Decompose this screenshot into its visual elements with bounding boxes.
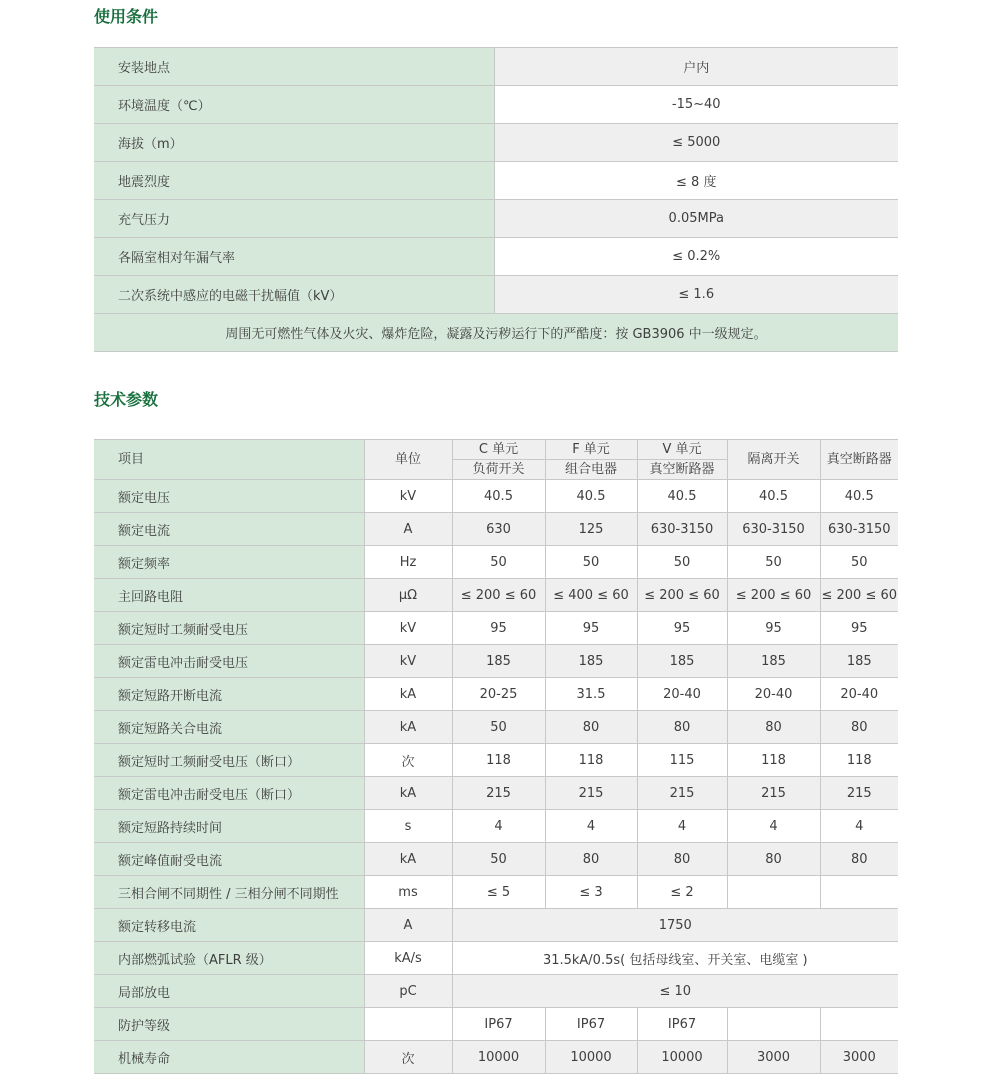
technical-row-label: 额定短路开断电流 <box>94 678 364 711</box>
header-v-unit: V 单元 <box>637 440 727 460</box>
technical-row <box>94 777 898 810</box>
technical-row-value: 125 <box>545 513 637 546</box>
technical-row-unit: s <box>364 810 452 843</box>
usage-row <box>94 124 898 162</box>
header-f-unit-sub: 组合电器 <box>545 460 637 480</box>
technical-row-value: ≤ 200 ≤ 60 <box>452 579 545 612</box>
technical-row-value: 10000 <box>545 1041 637 1074</box>
technical-row-value: 10000 <box>452 1041 545 1074</box>
technical-row-value: ≤ 5 <box>452 876 545 909</box>
technical-row-value: ≤ 200 ≤ 60 <box>820 579 898 612</box>
header-item: 项目 <box>94 440 364 480</box>
technical-row-unit: A <box>364 513 452 546</box>
technical-row-label: 额定电流 <box>94 513 364 546</box>
technical-row-value: 80 <box>545 711 637 744</box>
technical-row-value: 215 <box>820 777 898 810</box>
technical-row-value: 115 <box>637 744 727 777</box>
technical-row-label: 机械寿命 <box>94 1041 364 1074</box>
technical-row <box>94 480 898 513</box>
technical-row-value: 95 <box>727 612 820 645</box>
technical-row-value: 4 <box>727 810 820 843</box>
technical-row-unit: kA <box>364 678 452 711</box>
technical-row-unit: kA <box>364 843 452 876</box>
technical-row-value: 50 <box>727 546 820 579</box>
usage-row <box>94 162 898 200</box>
usage-note-row <box>94 314 898 352</box>
usage-row-label: 充气压力 <box>94 200 494 238</box>
technical-row-value: IP67 <box>452 1008 545 1041</box>
header-unit: 单位 <box>364 440 452 480</box>
technical-row-value: 10000 <box>637 1041 727 1074</box>
technical-row-value: 630 <box>452 513 545 546</box>
usage-conditions-table <box>94 47 898 352</box>
technical-row-value: 630-3150 <box>727 513 820 546</box>
technical-row-value: 80 <box>545 843 637 876</box>
technical-row-value: 20-40 <box>727 678 820 711</box>
technical-row-label: 局部放电 <box>94 975 364 1008</box>
technical-row-value: 80 <box>727 843 820 876</box>
technical-row <box>94 1041 898 1074</box>
usage-row-label: 海拔（m） <box>94 124 494 162</box>
technical-row-value: 185 <box>545 645 637 678</box>
technical-row-unit: kA/s <box>364 942 452 975</box>
technical-row-unit: ms <box>364 876 452 909</box>
technical-row-label: 防护等级 <box>94 1008 364 1041</box>
technical-row-value-span: 31.5kA/0.5s( 包括母线室、开关室、电缆室 ) <box>452 942 898 975</box>
technical-row-value: 40.5 <box>545 480 637 513</box>
usage-row-label: 环境温度（℃） <box>94 86 494 124</box>
technical-row-label: 额定频率 <box>94 546 364 579</box>
usage-row-label: 地震烈度 <box>94 162 494 200</box>
usage-row <box>94 86 898 124</box>
technical-row-label: 额定峰值耐受电流 <box>94 843 364 876</box>
usage-row-value: -15~40 <box>494 86 898 124</box>
technical-table-header <box>94 440 898 480</box>
usage-row-value: 户内 <box>494 48 898 86</box>
technical-row-label: 额定电压 <box>94 480 364 513</box>
technical-row-value: 40.5 <box>727 480 820 513</box>
technical-row-value <box>727 1008 820 1041</box>
technical-row-value-span: 1750 <box>452 909 898 942</box>
technical-row-value: 630-3150 <box>820 513 898 546</box>
technical-row-value: 40.5 <box>637 480 727 513</box>
technical-row <box>94 711 898 744</box>
technical-row-value: 118 <box>452 744 545 777</box>
technical-row <box>94 843 898 876</box>
technical-row <box>94 579 898 612</box>
header-c-unit-sub: 负荷开关 <box>452 460 545 480</box>
section-title-usage-conditions: 使用条件 <box>94 7 159 26</box>
technical-row-unit: kV <box>364 645 452 678</box>
technical-row-value: 50 <box>820 546 898 579</box>
usage-table-body <box>94 48 898 314</box>
technical-row-value: 118 <box>820 744 898 777</box>
technical-row <box>94 645 898 678</box>
technical-row-value: 185 <box>820 645 898 678</box>
technical-row-label: 额定雷电冲击耐受电压（断口） <box>94 777 364 810</box>
page-content <box>94 0 898 1074</box>
technical-row <box>94 1008 898 1041</box>
technical-row-value: 630-3150 <box>637 513 727 546</box>
technical-row-label: 额定雷电冲击耐受电压 <box>94 645 364 678</box>
technical-table-body <box>94 480 898 1074</box>
technical-row-unit: kV <box>364 612 452 645</box>
technical-row <box>94 678 898 711</box>
technical-row <box>94 942 898 975</box>
technical-row-value: 3000 <box>727 1041 820 1074</box>
technical-row <box>94 744 898 777</box>
technical-row-value: 185 <box>727 645 820 678</box>
technical-header-row-top <box>94 440 898 460</box>
header-c-unit: C 单元 <box>452 440 545 460</box>
technical-row-label: 额定短时工频耐受电压 <box>94 612 364 645</box>
usage-row-value: ≤ 0.2% <box>494 238 898 276</box>
technical-row-value: 4 <box>637 810 727 843</box>
technical-parameters-table <box>94 439 898 1074</box>
usage-row-value: ≤ 1.6 <box>494 276 898 314</box>
technical-row-label: 额定短时工频耐受电压（断口） <box>94 744 364 777</box>
technical-row-value: 95 <box>637 612 727 645</box>
header-v-unit-sub: 真空断路器 <box>637 460 727 480</box>
technical-row-value: 3000 <box>820 1041 898 1074</box>
usage-note-text: 周围无可燃性气体及火灾、爆炸危险，凝露及污秽运行下的严酷度：按 GB3906 中一级规定。 <box>94 314 898 352</box>
technical-row-unit: A <box>364 909 452 942</box>
technical-row-value: 20-40 <box>820 678 898 711</box>
technical-row-unit: pC <box>364 975 452 1008</box>
technical-row <box>94 612 898 645</box>
section-title-technical-parameters: 技术参数 <box>94 390 159 409</box>
technical-row-value: 118 <box>727 744 820 777</box>
usage-row <box>94 276 898 314</box>
usage-row-label: 各隔室相对年漏气率 <box>94 238 494 276</box>
technical-row-value: 95 <box>545 612 637 645</box>
technical-row-value: 80 <box>820 711 898 744</box>
technical-row <box>94 546 898 579</box>
technical-row-value: 215 <box>637 777 727 810</box>
technical-row-unit: 次 <box>364 1041 452 1074</box>
technical-row-value: 80 <box>637 843 727 876</box>
technical-row <box>94 513 898 546</box>
technical-row <box>94 975 898 1008</box>
technical-row-label: 内部燃弧试验（AFLR 级） <box>94 942 364 975</box>
technical-row-label: 额定短路持续时间 <box>94 810 364 843</box>
technical-row-value: 95 <box>452 612 545 645</box>
technical-row-value: 215 <box>545 777 637 810</box>
header-disconnector: 隔离开关 <box>727 440 820 480</box>
usage-row-label: 二次系统中感应的电磁干扰幅值（kV） <box>94 276 494 314</box>
technical-row <box>94 909 898 942</box>
technical-row-value <box>727 876 820 909</box>
technical-row-value: 80 <box>727 711 820 744</box>
technical-row-value: 4 <box>820 810 898 843</box>
technical-row-value: 40.5 <box>452 480 545 513</box>
usage-row <box>94 200 898 238</box>
technical-row-label: 三相合闸不同期性 / 三相分闸不同期性 <box>94 876 364 909</box>
technical-row-value: ≤ 200 ≤ 60 <box>727 579 820 612</box>
technical-row-value: 185 <box>452 645 545 678</box>
technical-row-unit: μΩ <box>364 579 452 612</box>
technical-row-value: 215 <box>452 777 545 810</box>
technical-row-value: 50 <box>452 546 545 579</box>
technical-row-value: 20-40 <box>637 678 727 711</box>
technical-row-value: 50 <box>452 843 545 876</box>
usage-table-footer <box>94 314 898 352</box>
technical-row-label: 主回路电阻 <box>94 579 364 612</box>
technical-row-label: 额定短路关合电流 <box>94 711 364 744</box>
usage-row-value: ≤ 5000 <box>494 124 898 162</box>
technical-row-unit: kV <box>364 480 452 513</box>
technical-row <box>94 876 898 909</box>
technical-row-value: 20-25 <box>452 678 545 711</box>
usage-row <box>94 48 898 86</box>
technical-row-value: IP67 <box>545 1008 637 1041</box>
technical-row-value: 50 <box>637 546 727 579</box>
technical-row-value: ≤ 200 ≤ 60 <box>637 579 727 612</box>
technical-row-unit: 次 <box>364 744 452 777</box>
technical-row-value: 50 <box>452 711 545 744</box>
technical-row-value <box>820 1008 898 1041</box>
usage-row <box>94 238 898 276</box>
usage-row-value: 0.05MPa <box>494 200 898 238</box>
technical-row-value: 215 <box>727 777 820 810</box>
technical-row-unit <box>364 1008 452 1041</box>
technical-row-value: 95 <box>820 612 898 645</box>
header-f-unit: F 单元 <box>545 440 637 460</box>
technical-row-value <box>820 876 898 909</box>
technical-row-value: 4 <box>545 810 637 843</box>
technical-row-value: ≤ 2 <box>637 876 727 909</box>
technical-row-label: 额定转移电流 <box>94 909 364 942</box>
technical-row-value: 118 <box>545 744 637 777</box>
technical-row-value: 185 <box>637 645 727 678</box>
technical-row <box>94 810 898 843</box>
usage-row-value: ≤ 8 度 <box>494 162 898 200</box>
technical-row-unit: Hz <box>364 546 452 579</box>
technical-row-value: IP67 <box>637 1008 727 1041</box>
technical-row-value: 80 <box>820 843 898 876</box>
technical-row-unit: kA <box>364 777 452 810</box>
header-vacuum-breaker: 真空断路器 <box>820 440 898 480</box>
technical-row-unit: kA <box>364 711 452 744</box>
technical-row-value-span: ≤ 10 <box>452 975 898 1008</box>
technical-row-value: 40.5 <box>820 480 898 513</box>
technical-row-value: ≤ 3 <box>545 876 637 909</box>
usage-row-label: 安装地点 <box>94 48 494 86</box>
technical-row-value: 31.5 <box>545 678 637 711</box>
technical-row-value: 50 <box>545 546 637 579</box>
technical-row-value: 80 <box>637 711 727 744</box>
technical-row-value: ≤ 400 ≤ 60 <box>545 579 637 612</box>
technical-row-value: 4 <box>452 810 545 843</box>
